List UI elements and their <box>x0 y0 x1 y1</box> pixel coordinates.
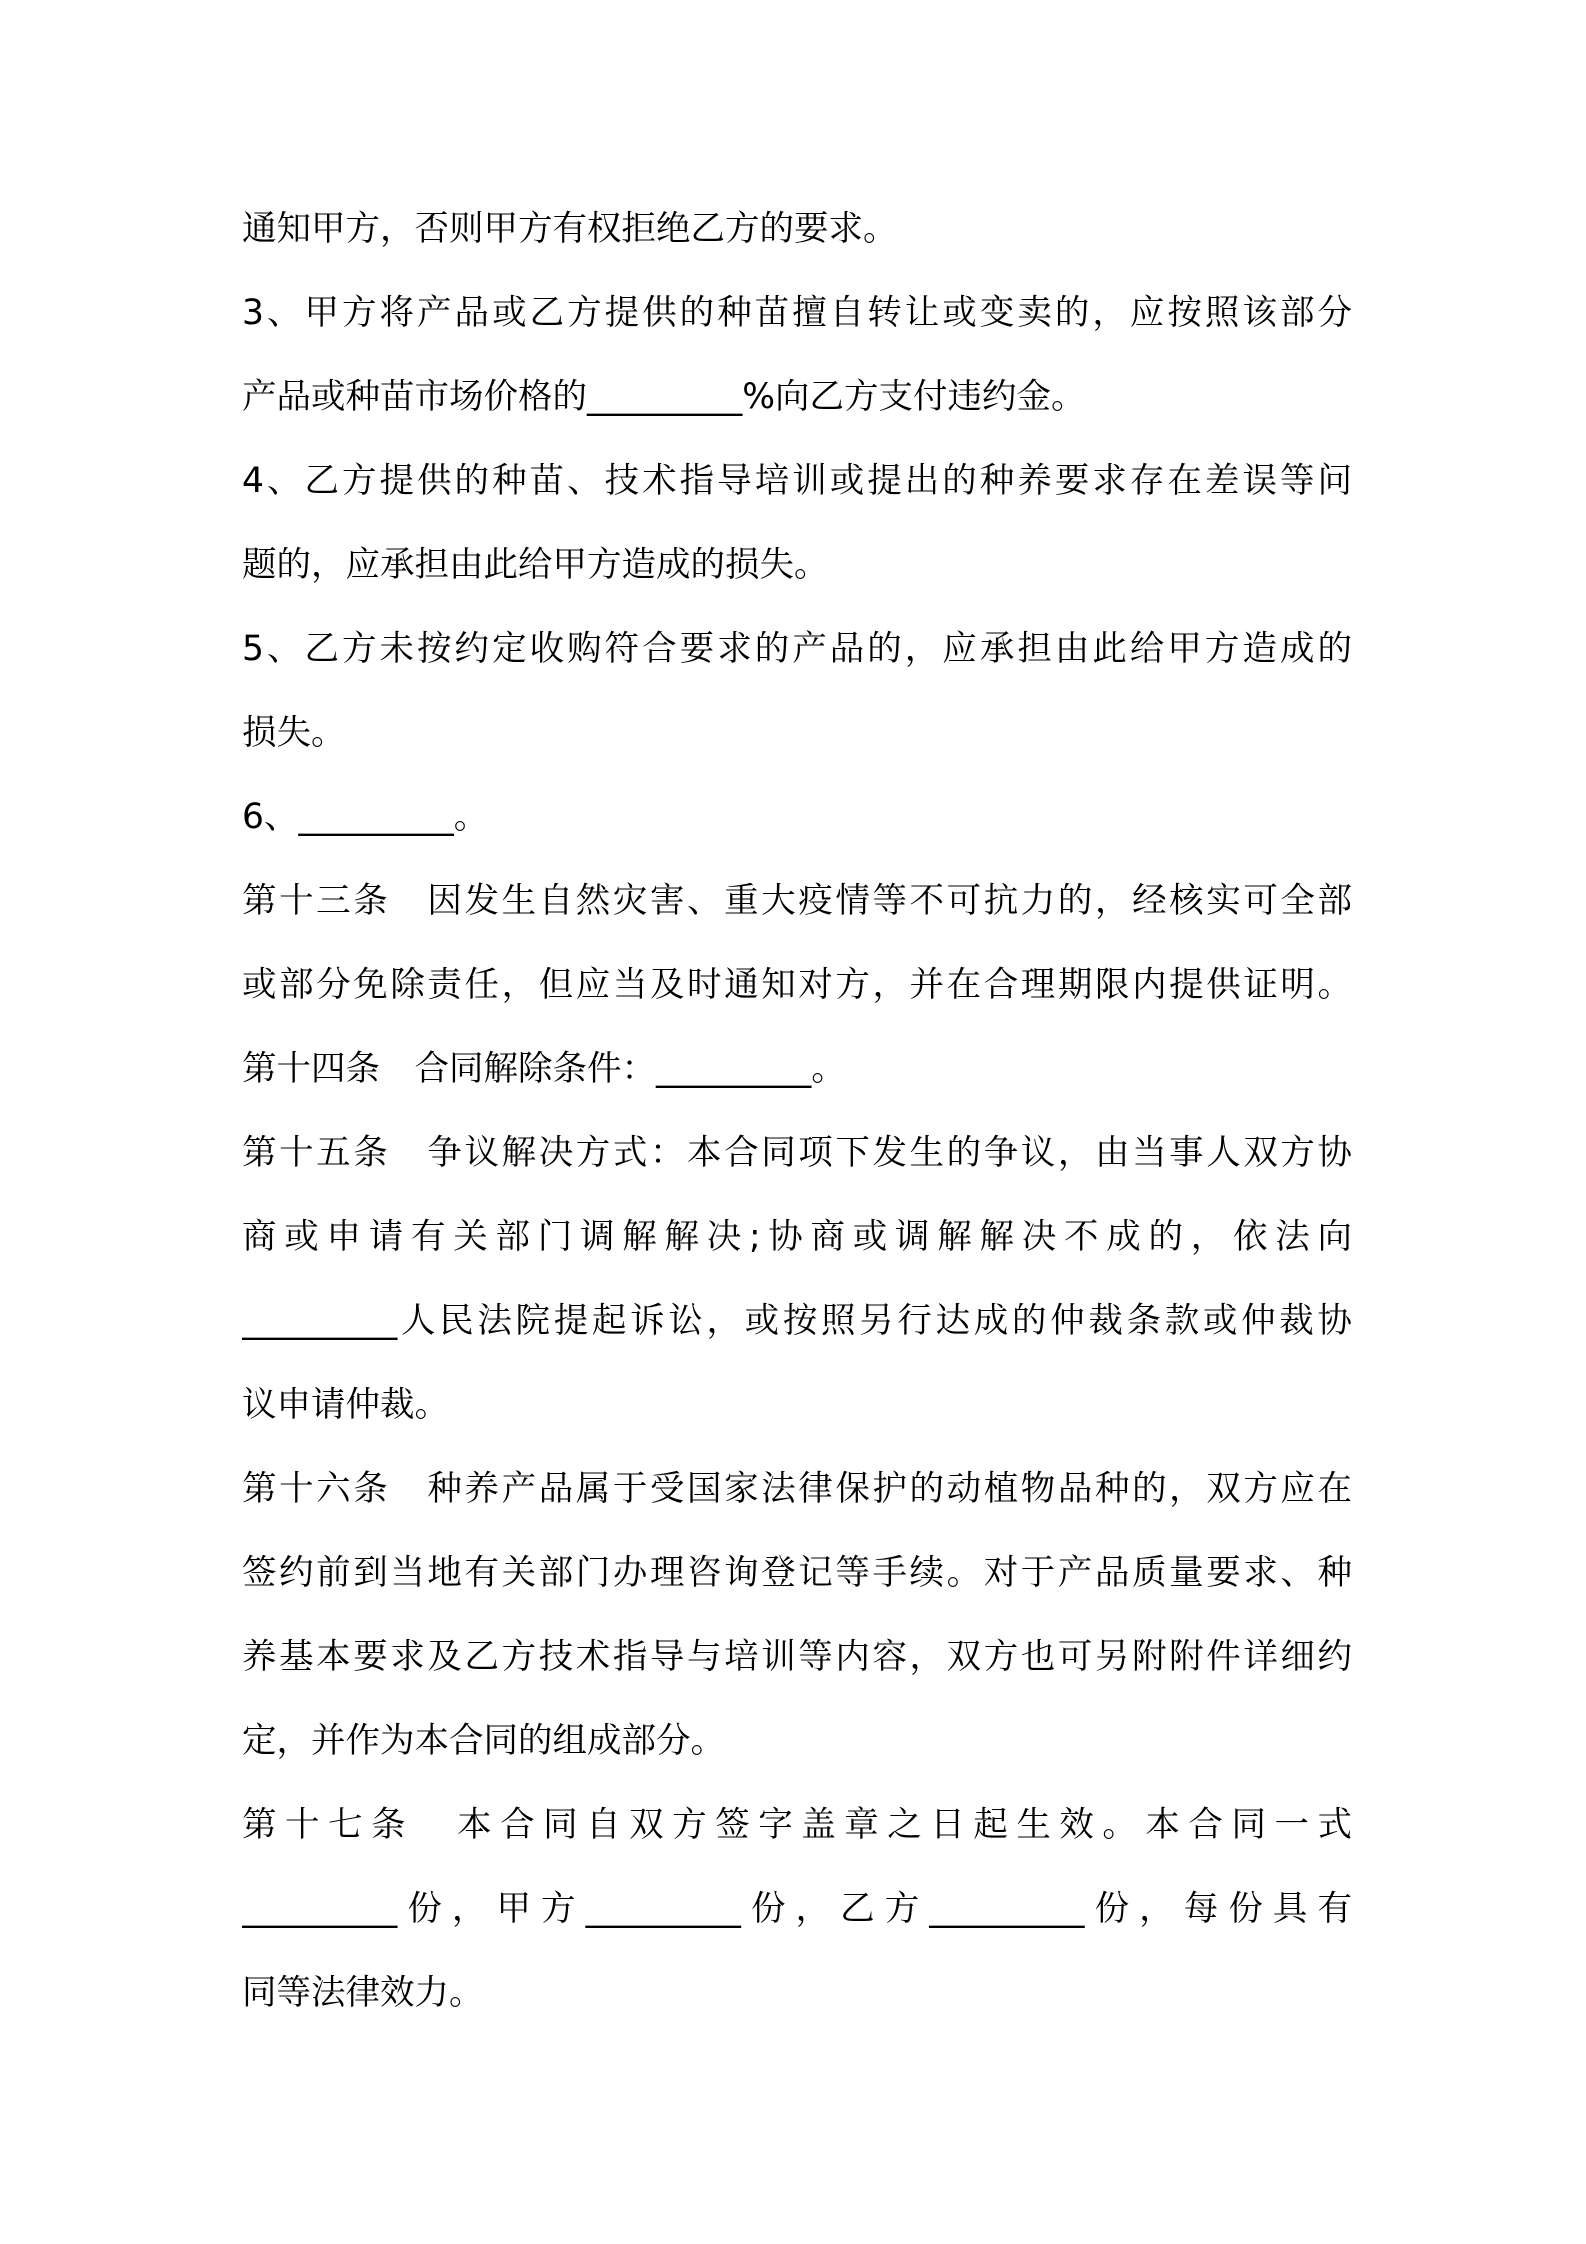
text-line: 题的，应承担由此给甲方造成的损失。 <box>242 545 829 585</box>
text-line: 或部分免除责任，但应当及时通知对方，并在合理期限内提供证明。 <box>242 965 1352 1005</box>
text-line: 产品或种苗市场价格的_________%向乙方支付违约金。 <box>242 377 1086 417</box>
text-line: 损失。 <box>242 713 346 753</box>
text-line: 5、乙方未按约定收购符合要求的产品的，应承担由此给甲方造成的 <box>242 629 1352 669</box>
text-line: 养基本要求及乙方技术指导与培训等内容，双方也可另附附件详细约 <box>242 1637 1352 1677</box>
text-line: _________人民法院提起诉讼，或按照另行达成的仲裁条款或仲裁协 <box>242 1301 1352 1341</box>
text-line: 同等法律效力。 <box>242 1973 484 2013</box>
text-line: 第十五条 争议解决方式：本合同项下发生的争议，由当事人双方协 <box>242 1133 1352 1173</box>
text-line: 第十六条 种养产品属于受国家法律保护的动植物品种的，双方应在 <box>242 1469 1352 1509</box>
text-line: 签约前到当地有关部门办理咨询登记等手续。对于产品质量要求、种 <box>242 1553 1352 1593</box>
text-line: 定，并作为本合同的组成部分。 <box>242 1721 725 1761</box>
text-line: 议申请仲裁。 <box>242 1385 449 1425</box>
text-line: 第十四条 合同解除条件：_________。 <box>242 1049 846 1089</box>
text-line: 通知甲方，否则甲方有权拒绝乙方的要求。 <box>242 209 898 249</box>
text-line: 4、乙方提供的种苗、技术指导培训或提出的种养要求存在差误等问 <box>242 461 1352 501</box>
text-line: 第十七条 本合同自双方签字盖章之日起生效。本合同一式 <box>242 1805 1352 1845</box>
text-line: 商或申请有关部门调解解决;协商或调解解决不成的，依法向 <box>242 1217 1352 1257</box>
text-line: 第十三条 因发生自然灾害、重大疫情等不可抗力的，经核实可全部 <box>242 881 1352 921</box>
text-line: 3、甲方将产品或乙方提供的种苗擅自转让或变卖的，应按照该部分 <box>242 293 1352 333</box>
text-line: 6、_________。 <box>242 797 489 837</box>
text-line: _________份，甲方_________份，乙方_________份，每份具有 <box>242 1889 1352 1929</box>
